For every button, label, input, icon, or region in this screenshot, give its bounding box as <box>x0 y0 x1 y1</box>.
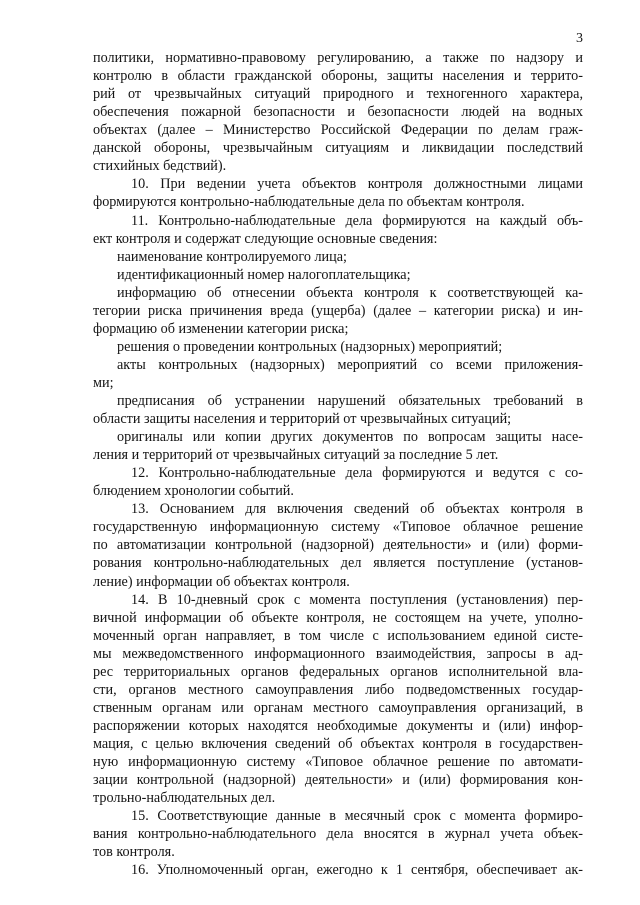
text-line: зации контрольной (надзорной) деятельности» и (или) формирования кон- <box>93 772 583 788</box>
page-number: 3 <box>576 31 583 46</box>
text-line: ления и территорий от чрезвычайных ситуаций за последние 5 лет. <box>93 447 499 464</box>
text-line: распоряжении которых находятся необходимые документы и (или) инфор- <box>93 717 583 734</box>
text-line: данской обороны, чрезвычайным ситуациям и ликвидации последствий <box>93 140 583 157</box>
text-line: решения о проведении контрольных (надзорных) мероприятий; <box>117 338 503 355</box>
text-line: мы межведомственного информационного взаимодействия, запросы в ад- <box>93 645 583 662</box>
text-line: 15. Соответствующие данные в месячный срок с момента формиро- <box>131 808 583 825</box>
text-line: 11. Контрольно-наблюдательные дела формируются на каждый объ- <box>131 212 583 229</box>
text-line: 16. Уполномоченный орган, ежегодно к 1 сентября, обеспечивает ак- <box>131 862 583 879</box>
text-line: формацию об изменении категории риска; <box>93 320 349 337</box>
text-line: 14. В 10-дневный срок с момента поступления (установления) пер- <box>131 591 583 608</box>
text-line: информацию об отнесении объекта контроля к соответствующей ка- <box>117 284 583 301</box>
text-line: 10. При ведении учета объектов контроля должностными лицами <box>131 176 583 193</box>
text-line: рования контрольно-наблюдательных дел является поступление (установ- <box>93 555 583 572</box>
text-line: формируются контрольно-наблюдательные дела по объектам контроля. <box>93 194 525 211</box>
text-line: по автоматизации контрольной (надзорной) деятельности» и (или) форми- <box>93 537 583 554</box>
text-line: рий от чрезвычайных ситуаций природного и техногенного характера, <box>93 86 583 103</box>
text-line: государственную информационную систему «Типовое облачное решение <box>93 519 583 536</box>
text-line: объектах (далее – Министерство Российской Федерации по делам граж- <box>93 122 583 139</box>
text-line: трольно-наблюдательных дел. <box>93 790 276 807</box>
text-line: обеспечения пожарной безопасности и безопасности людей на водных <box>93 104 583 121</box>
text-line: области защиты населения и территорий от чрезвычайных ситуаций; <box>93 411 512 427</box>
text-line: 13. Основанием для включения сведений об объектах контроля в <box>131 501 583 518</box>
text-line: ми; <box>93 374 114 391</box>
text-line: ление) информации об объектах контроля. <box>93 573 350 590</box>
text-line: контролю в области гражданской обороны, защиты населения и террито- <box>93 68 583 84</box>
text-line: идентификационный номер налогоплательщика; <box>117 266 411 283</box>
text-line: сти, органов местного самоуправления либо подведомственных государ- <box>93 681 583 698</box>
text-line: блюдением хронологии событий. <box>93 483 294 500</box>
text-line: 12. Контрольно-наблюдательные дела формируются и ведутся с со- <box>131 465 583 482</box>
text-line: рес территориальных органов федеральных органов исполнительной вла- <box>93 663 583 680</box>
text-line: тегории риска причинения вреда (ущерба) (далее – категории риска) и ин- <box>93 302 583 319</box>
text-line: акты контрольных (надзорных) мероприятий со всеми приложения- <box>117 356 583 373</box>
text-line: стихийных бедствий). <box>93 158 227 175</box>
text-line: предписания об устранении нарушений обязательных требований в <box>117 392 583 409</box>
text-line: вичной информации об объекте контроля, не состоящем на учете, уполно- <box>93 609 583 626</box>
text-line: оригиналы или копии других документов по вопросам защиты насе- <box>117 429 583 446</box>
text-line: моченный орган направляет, в том числе с использованием единой систе- <box>93 627 583 644</box>
text-line: ственным органам или органам местного самоуправления организаций, в <box>93 699 583 716</box>
text-line: вания контрольно-наблюдательного дела вносятся в журнал учета объек- <box>93 826 583 843</box>
text-line: тов контроля. <box>93 844 175 861</box>
text-line: мация, с целью включения сведений об объектах контроля в государствен- <box>93 735 583 752</box>
text-line: политики, нормативно-правовому регулированию, а также по надзору и <box>93 50 583 66</box>
text-line: ект контроля и содержат следующие основные сведения: <box>93 230 438 247</box>
text-line: ную информационную систему «Типовое облачное решение по автомати- <box>93 754 583 770</box>
text-line: наименование контролируемого лица; <box>117 248 347 265</box>
